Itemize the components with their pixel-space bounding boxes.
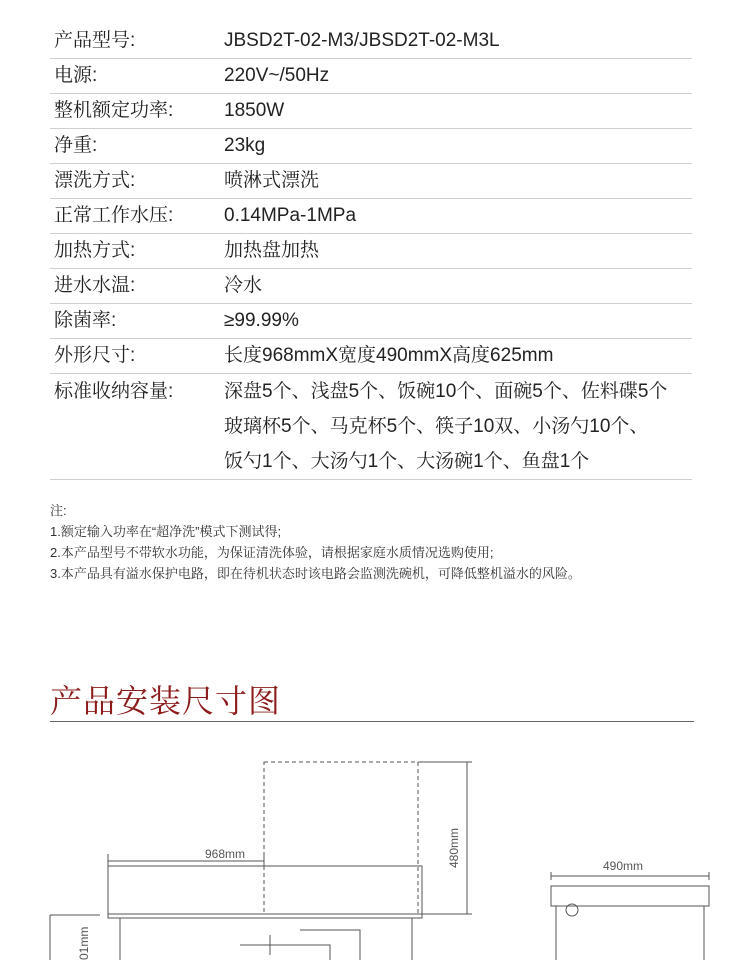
lid-outline — [264, 762, 418, 914]
section-title: 产品安装尺寸图 — [50, 683, 282, 719]
spec-row-rinse-method — [50, 164, 692, 199]
spec-value: 1850W — [224, 100, 285, 121]
countertop-outline — [108, 866, 422, 918]
spec-value: 220V~/50Hz — [224, 65, 330, 86]
spec-label: 进水水温: — [54, 275, 136, 296]
note-item: 3.本产品具有溢水保护电路，即在待机状态时该电路会监测洗碗机，可降低整机溢水的风险。 — [50, 566, 581, 581]
dimension-length-label: 968mm — [205, 847, 246, 861]
spec-label: 标准收纳容量: — [54, 381, 174, 402]
spec-label: 正常工作水压: — [54, 205, 174, 226]
capacity-line: 玻璃杯5个、马克杯5个、筷子10双、小汤勺10个、 — [224, 416, 649, 437]
spec-label: 净重: — [54, 135, 98, 156]
spec-row-heating-method — [50, 234, 692, 269]
spec-row-sterilization — [50, 304, 692, 339]
note-item: 2.本产品型号不带软水功能，为保证清洗体验，请根据家庭水质情况选购使用; — [50, 545, 494, 560]
capacity-line: 深盘5个、浅盘5个、饭碗10个、面碗5个、佐料碟5个 — [224, 381, 668, 402]
section-divider — [50, 721, 694, 722]
spec-label: 除菌率: — [54, 310, 117, 331]
spec-label: 整机额定功率: — [54, 100, 174, 121]
spec-label: 外形尺寸: — [54, 345, 136, 366]
spec-value: 冷水 — [224, 275, 263, 296]
spec-value: JBSD2T-02-M3/JBSD2T-02-M3L — [224, 30, 500, 51]
side-view-top — [551, 886, 709, 906]
spec-label: 加热方式: — [54, 240, 136, 261]
spec-value: 喷淋式漂洗 — [224, 170, 320, 191]
spec-value: 0.14MPa-1MPa — [224, 205, 357, 226]
spec-row-rated-power — [50, 94, 692, 129]
spec-row-net-weight — [50, 129, 692, 164]
spec-label: 漂洗方式: — [54, 170, 136, 191]
spec-row-capacity — [50, 374, 692, 480]
dimension-height-label: 480mm — [447, 827, 461, 868]
spec-value: 长度968mmX宽度490mmX高度625mm — [224, 345, 554, 366]
spec-row-dimensions — [50, 339, 692, 374]
note-item: 1.额定输入功率在“超净洗”模式下测试得; — [50, 524, 282, 539]
notes — [50, 500, 581, 584]
spec-value: ≥99.99% — [224, 310, 299, 331]
spec-value: 加热盘加热 — [224, 240, 320, 261]
spec-table — [50, 24, 692, 480]
spec-value: 23kg — [224, 135, 266, 156]
capacity-line: 饭勺1个、大汤勺1个、大汤碗1个、鱼盘1个 — [224, 451, 590, 472]
spec-row-power-supply — [50, 59, 692, 94]
spec-row-model — [50, 24, 692, 59]
dimension-width-label: 490mm — [603, 859, 644, 873]
dimension-left-label: 01mm — [77, 926, 91, 960]
spec-label: 电源: — [54, 65, 98, 86]
notes-heading: 注: — [50, 503, 67, 518]
installation-diagram — [0, 740, 750, 960]
spec-label: 产品型号: — [54, 30, 136, 51]
spec-row-water-pressure — [50, 199, 692, 234]
spec-row-inlet-temp — [50, 269, 692, 304]
